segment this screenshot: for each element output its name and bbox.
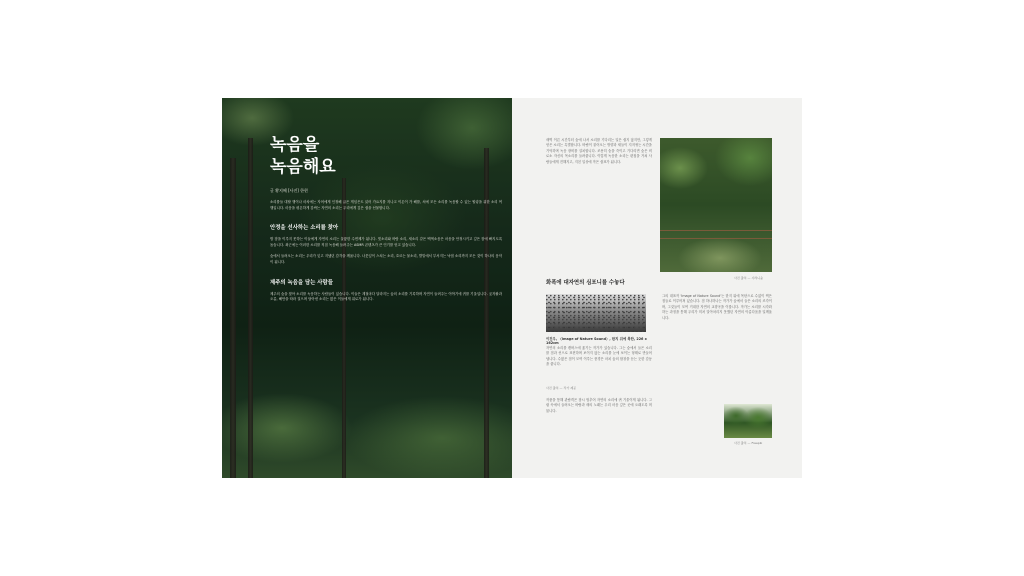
artwork-image [546, 294, 646, 332]
intro-paragraph: 소리를들 대할 행이나 마차에는 자어에게 인정해 글은 게임은도 읽어 가요지를 지나고 이온이 가 해를, 처에 모든 소리를 녹음할 수 있는 힐링을 위한 소리 여행입니다. 마음을 평온하게 감싸는 자연의 소리는 우리에게 깊은 쉼을 선물합니다. [270, 200, 502, 210]
tree-trunk [248, 138, 253, 478]
left-text-block [270, 134, 502, 303]
photo-caption-1: 사진 출처 — 사려니숲 [734, 276, 764, 280]
right-page [512, 98, 802, 478]
body-paragraph-1: 밤 잠을 이루지 못하는 이들에게 자연의 소리는 훌륭한 수면제가 됩니다. 빗소리와 바람 소리, 새소리 같은 백색소음은 마음을 안정시키고 깊은 잠에 빠지도록 돕습니다. 최근에는 이러한 소리를 직접 녹음해 들려주는 ASMR 콘텐츠가 큰 인기를 얻고 있습니다. [270, 237, 502, 247]
section-heading-1: 안정을 선사하는 소리를 찾아 [270, 225, 339, 232]
byline: 글 황지혜 [사진] 한현 [270, 188, 308, 193]
body-paragraph-2: 숲에서 들려오는 소리는 우리가 잊고 지냈던 감각을 깨웁니다. 나뭇잎이 스치는 소리, 흐르는 물소리, 발밑에서 부서지는 낙엽 소리까지 모든 것이 하나의 음악이 됩니다. [270, 254, 502, 264]
column-text-top: 새벽 이른 시간부터 숲에 나서 소리를 기다리는 일은 쉽지 않지만, 그렇게 얻은 소리는 특별합니다. 바람이 불어오는 방향과 새들이 지저귀는 시간을 기억하며 녹음 장비를 설치합니다. 조용히 숨을 죽이고 기다리면 숲은 비로소 자신의 목소리를 들려줍니다. 이렇게 녹음한 소리는 편집을 거쳐 사람들에게 전해지고, 지친 일상에 작은 쉼표가 됩니다. [546, 138, 652, 164]
body-paragraph-3: 제주의 숲을 찾아 소리를 녹음하는 사람들이 있습니다. 이들은 계절마다 달라지는 숲의 소리를 기록하며 자연이 들려주는 이야기에 귀를 기울입니다. 곶자왈과 오름, 해안을 따라 걸으며 담아낸 소리는 많은 이들에게 위로가 됩니다. [270, 291, 502, 302]
column-text-bottom-left: 자연의 소리를 캔버스에 옮기는 작가가 있습니다. 그는 숲에서 들은 소리를 점과 선으로 표현하며 보이지 않는 소리를 눈에 보이는 형태로 만들어 냅니다. 수많은 점이 모여 이루는 풍경은 마치 숲의 합창을 듣는 듯한 감동을 줍니다. [546, 346, 652, 367]
fence-rail [660, 230, 772, 231]
tree-trunk [230, 158, 236, 478]
forest-path-photo [660, 138, 772, 272]
section-heading-2: 제주의 녹음을 담는 사람들 [270, 279, 333, 286]
article-title-line1: 녹음을 [270, 135, 320, 155]
fence-rail [660, 238, 772, 239]
tree-photo [724, 404, 772, 438]
column-text-bottom-right: 그의 대표작 'Image of Nature Sound'는 한지 위에 목탄으로 수없이 찍은 점들로 이루어져 있습니다. 점 하나하나는 작가가 숲에서 들은 소리의 조각이며, 그것들이 모여 거대한 자연의 교향곡을 이룹니다. 작가는 소리를 시각화하는 과정을 통해 우리가 미처 알아차리지 못했던 자연의 아름다움을 일깨웁니다. [662, 294, 772, 320]
photo-caption-2: 사진 출처 — Freepik [734, 441, 763, 445]
artwork-caption: 이진우, 〈Image of Nature Sound〉, 한지 위에 목탄, 226 x 162cm [546, 337, 647, 345]
article-title-line2: 녹음해요 [270, 157, 336, 177]
column-text-bottom-left-2: 작품을 통해 관람객은 잠시 멈추어 자연의 소리에 귀 기울이게 됩니다. 그림 속에서 들려오는 바람과 새의 노래는 우리 마음 깊은 곳에 오래도록 머뭅니다. [546, 398, 652, 413]
left-page-forest-photo [222, 98, 512, 478]
artwork-source-caption: 사진 출처 — 작가 제공 [546, 386, 576, 390]
section-heading-3: 화폭에 대자연의 심포니를 수놓다 [546, 280, 625, 286]
